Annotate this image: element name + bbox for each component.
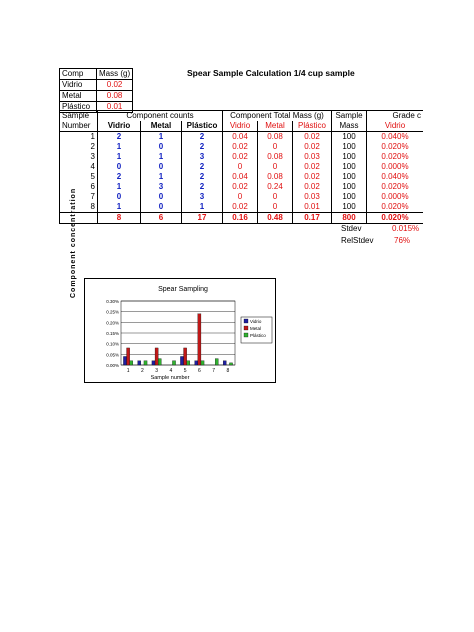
legend-swatch: [244, 333, 248, 337]
mass-metal: 0: [258, 162, 293, 172]
grade-vidrio: 0.020%: [367, 152, 424, 162]
sample-mass: 100: [332, 172, 367, 182]
sum-label: [60, 213, 98, 224]
comp-mass: 0.08: [97, 91, 133, 102]
y-tick-label: 0.25%: [106, 309, 119, 315]
stdev-value: 0.015%: [392, 224, 420, 233]
spear-sampling-chart: [85, 279, 275, 382]
mass-vidrio: 0: [223, 192, 258, 202]
mass-plastico: 0.01: [293, 202, 332, 213]
header-count-vidrio: Vidrio: [98, 121, 141, 132]
header-grade: Grade c: [367, 111, 424, 122]
bar-metal: [184, 348, 187, 365]
bar-plástico: [201, 361, 204, 365]
legend-entry: Plástico: [250, 333, 266, 338]
sheet-title: Spear Sample Calculation 1/4 cup sample: [187, 68, 355, 78]
mass-metal: 0.08: [258, 132, 293, 143]
x-tick-label: 4: [169, 368, 173, 374]
header-mass-vidrio: Vidrio: [223, 121, 258, 132]
grade-vidrio: 0.020%: [367, 202, 424, 213]
header-comp: Comp: [60, 69, 97, 80]
count-vidrio: 1: [98, 182, 141, 192]
y-tick-label: 0.05%: [106, 352, 119, 358]
grade-vidrio: 0.040%: [367, 172, 424, 182]
sample-number: 2: [60, 142, 98, 152]
header-number: Number: [60, 121, 98, 132]
count-vidrio: 1: [98, 142, 141, 152]
mass-plastico: 0.02: [293, 182, 332, 192]
count-plastico: 1: [182, 202, 223, 213]
table-header-row: [60, 111, 424, 122]
comp-mass: 0.01: [97, 102, 133, 113]
bar-vidrio: [223, 361, 226, 365]
sample-number: 1: [60, 132, 98, 143]
stdev-label: Stdev: [341, 224, 362, 233]
y-tick-label: 0.10%: [106, 341, 119, 347]
sample-data-table: [59, 110, 423, 224]
sum-grade: 0.020%: [367, 213, 424, 224]
count-vidrio: 1: [98, 152, 141, 162]
sample-number: 6: [60, 182, 98, 192]
component-mass-table: [59, 68, 133, 113]
bar-plástico: [215, 359, 218, 365]
table-row: [60, 162, 424, 172]
sample-mass: 100: [332, 182, 367, 192]
chart-frame: [84, 278, 276, 383]
sample-mass: 100: [332, 132, 367, 143]
comp-mass: 0.02: [97, 80, 133, 91]
grade-vidrio: 0.000%: [367, 192, 424, 202]
header-component-counts: Component counts: [98, 111, 223, 122]
mass-plastico: 0.02: [293, 162, 332, 172]
table-row: [60, 69, 133, 80]
bar-vidrio: [123, 356, 126, 365]
sample-number: 5: [60, 172, 98, 182]
x-tick-label: 3: [155, 368, 159, 374]
comp-name: Metal: [60, 91, 97, 102]
count-metal: 1: [141, 152, 182, 162]
table-row: [60, 132, 424, 143]
count-metal: 0: [141, 202, 182, 213]
x-tick-label: 1: [126, 368, 130, 374]
bar-vidrio: [138, 361, 141, 365]
mass-plastico: 0.02: [293, 132, 332, 143]
table-row: [60, 91, 133, 102]
grade-vidrio: 0.020%: [367, 142, 424, 152]
bar-plástico: [172, 361, 175, 365]
count-metal: 0: [141, 192, 182, 202]
side-axis-label: Component concentration: [70, 187, 77, 298]
bar-plástico: [144, 361, 147, 365]
count-metal: 3: [141, 182, 182, 192]
table-row: [60, 80, 133, 91]
header-sample: Sample: [60, 111, 98, 122]
count-plastico: 2: [182, 162, 223, 172]
table-row: [60, 182, 424, 192]
count-plastico: 3: [182, 152, 223, 162]
mass-metal: 0.24: [258, 182, 293, 192]
table-row: [60, 192, 424, 202]
count-plastico: 2: [182, 142, 223, 152]
count-vidrio: 2: [98, 132, 141, 143]
bar-plástico: [158, 359, 161, 365]
sum-sample-mass: 800: [332, 213, 367, 224]
count-vidrio: 1: [98, 202, 141, 213]
table-header-row: [60, 121, 424, 132]
mass-metal: 0.08: [258, 152, 293, 162]
sum-mass-vidrio: 0.16: [223, 213, 258, 224]
mass-plastico: 0.02: [293, 142, 332, 152]
y-tick-label: 0.00%: [106, 363, 119, 368]
bar-metal: [127, 348, 130, 365]
sample-number: 8: [60, 202, 98, 213]
chart-legend: [241, 317, 272, 343]
mass-vidrio: 0.02: [223, 182, 258, 192]
count-metal: 0: [141, 162, 182, 172]
mass-vidrio: 0.04: [223, 172, 258, 182]
sum-count-metal: 6: [141, 213, 182, 224]
sample-number: 4: [60, 162, 98, 172]
sum-count-vidrio: 8: [98, 213, 141, 224]
mass-vidrio: 0.02: [223, 202, 258, 213]
header-mass: Mass (g): [97, 69, 133, 80]
sample-mass: 100: [332, 162, 367, 172]
comp-name: Plástico: [60, 102, 97, 113]
sum-mass-metal: 0.48: [258, 213, 293, 224]
mass-vidrio: 0.04: [223, 132, 258, 143]
bar-plástico: [130, 361, 133, 365]
bar-metal: [155, 348, 158, 365]
table-row: [60, 202, 424, 213]
relstdev-value: 76%: [394, 236, 411, 245]
x-tick-label: 8: [226, 368, 230, 374]
bar-plástico: [187, 361, 190, 365]
mass-metal: 0: [258, 192, 293, 202]
y-tick-label: 0.20%: [106, 320, 119, 326]
sum-mass-plastico: 0.17: [293, 213, 332, 224]
sample-number: 7: [60, 192, 98, 202]
grade-vidrio: 0.040%: [367, 132, 424, 143]
sample-mass: 100: [332, 202, 367, 213]
header-count-plastico: Plástico: [182, 121, 223, 132]
chart-xlabel: Sample number: [150, 375, 190, 381]
mass-metal: 0: [258, 202, 293, 213]
x-tick-label: 6: [197, 368, 201, 374]
header-mass-plastico: Plástico: [293, 121, 332, 132]
bar-plástico: [229, 363, 232, 365]
mass-plastico: 0.02: [293, 172, 332, 182]
sample-mass: 100: [332, 152, 367, 162]
bar-vidrio: [180, 356, 183, 365]
bar-vidrio: [195, 361, 198, 365]
mass-vidrio: 0: [223, 162, 258, 172]
mass-plastico: 0.03: [293, 192, 332, 202]
count-plastico: 3: [182, 192, 223, 202]
y-tick-label: 0.15%: [106, 331, 119, 336]
sample-mass: 100: [332, 142, 367, 152]
legend-entry: Vidrio: [250, 319, 262, 324]
sample-number: 3: [60, 152, 98, 162]
comp-name: Vidrio: [60, 80, 97, 91]
grade-vidrio: 0.000%: [367, 162, 424, 172]
header-sample-mass: Sample: [332, 111, 367, 122]
legend-entry: Metal: [250, 326, 262, 331]
mass-metal: 0.08: [258, 172, 293, 182]
x-tick-label: 2: [140, 368, 144, 374]
mass-vidrio: 0.02: [223, 152, 258, 162]
grade-vidrio: 0.020%: [367, 182, 424, 192]
y-tick-label: 0.30%: [106, 299, 119, 304]
x-tick-label: 5: [183, 368, 187, 374]
mass-metal: 0: [258, 142, 293, 152]
relstdev-label: RelStdev: [341, 236, 374, 245]
bar-metal: [198, 314, 201, 365]
mass-vidrio: 0.02: [223, 142, 258, 152]
sum-count-plastico: 17: [182, 213, 223, 224]
legend-swatch: [244, 319, 248, 323]
chart-title: Spear Sampling: [158, 286, 208, 293]
x-tick-label: 7: [212, 368, 216, 374]
sum-row: [60, 213, 424, 224]
header-grade-vidrio: Vidrio: [367, 121, 424, 132]
count-plastico: 2: [182, 132, 223, 143]
table-row: [60, 172, 424, 182]
header-mass-metal: Metal: [258, 121, 293, 132]
header-mass: Mass: [332, 121, 367, 132]
sample-mass: 100: [332, 192, 367, 202]
count-metal: 1: [141, 132, 182, 143]
count-metal: 1: [141, 172, 182, 182]
legend-swatch: [244, 326, 248, 330]
count-vidrio: 0: [98, 192, 141, 202]
header-count-metal: Metal: [141, 121, 182, 132]
table-row: [60, 142, 424, 152]
plot-area: [106, 299, 235, 374]
header-total-mass: Component Total Mass (g): [223, 111, 332, 122]
count-metal: 0: [141, 142, 182, 152]
count-vidrio: 0: [98, 162, 141, 172]
table-row: [60, 152, 424, 162]
count-plastico: 2: [182, 182, 223, 192]
count-plastico: 2: [182, 172, 223, 182]
bar-vidrio: [152, 361, 155, 365]
mass-plastico: 0.03: [293, 152, 332, 162]
count-vidrio: 2: [98, 172, 141, 182]
